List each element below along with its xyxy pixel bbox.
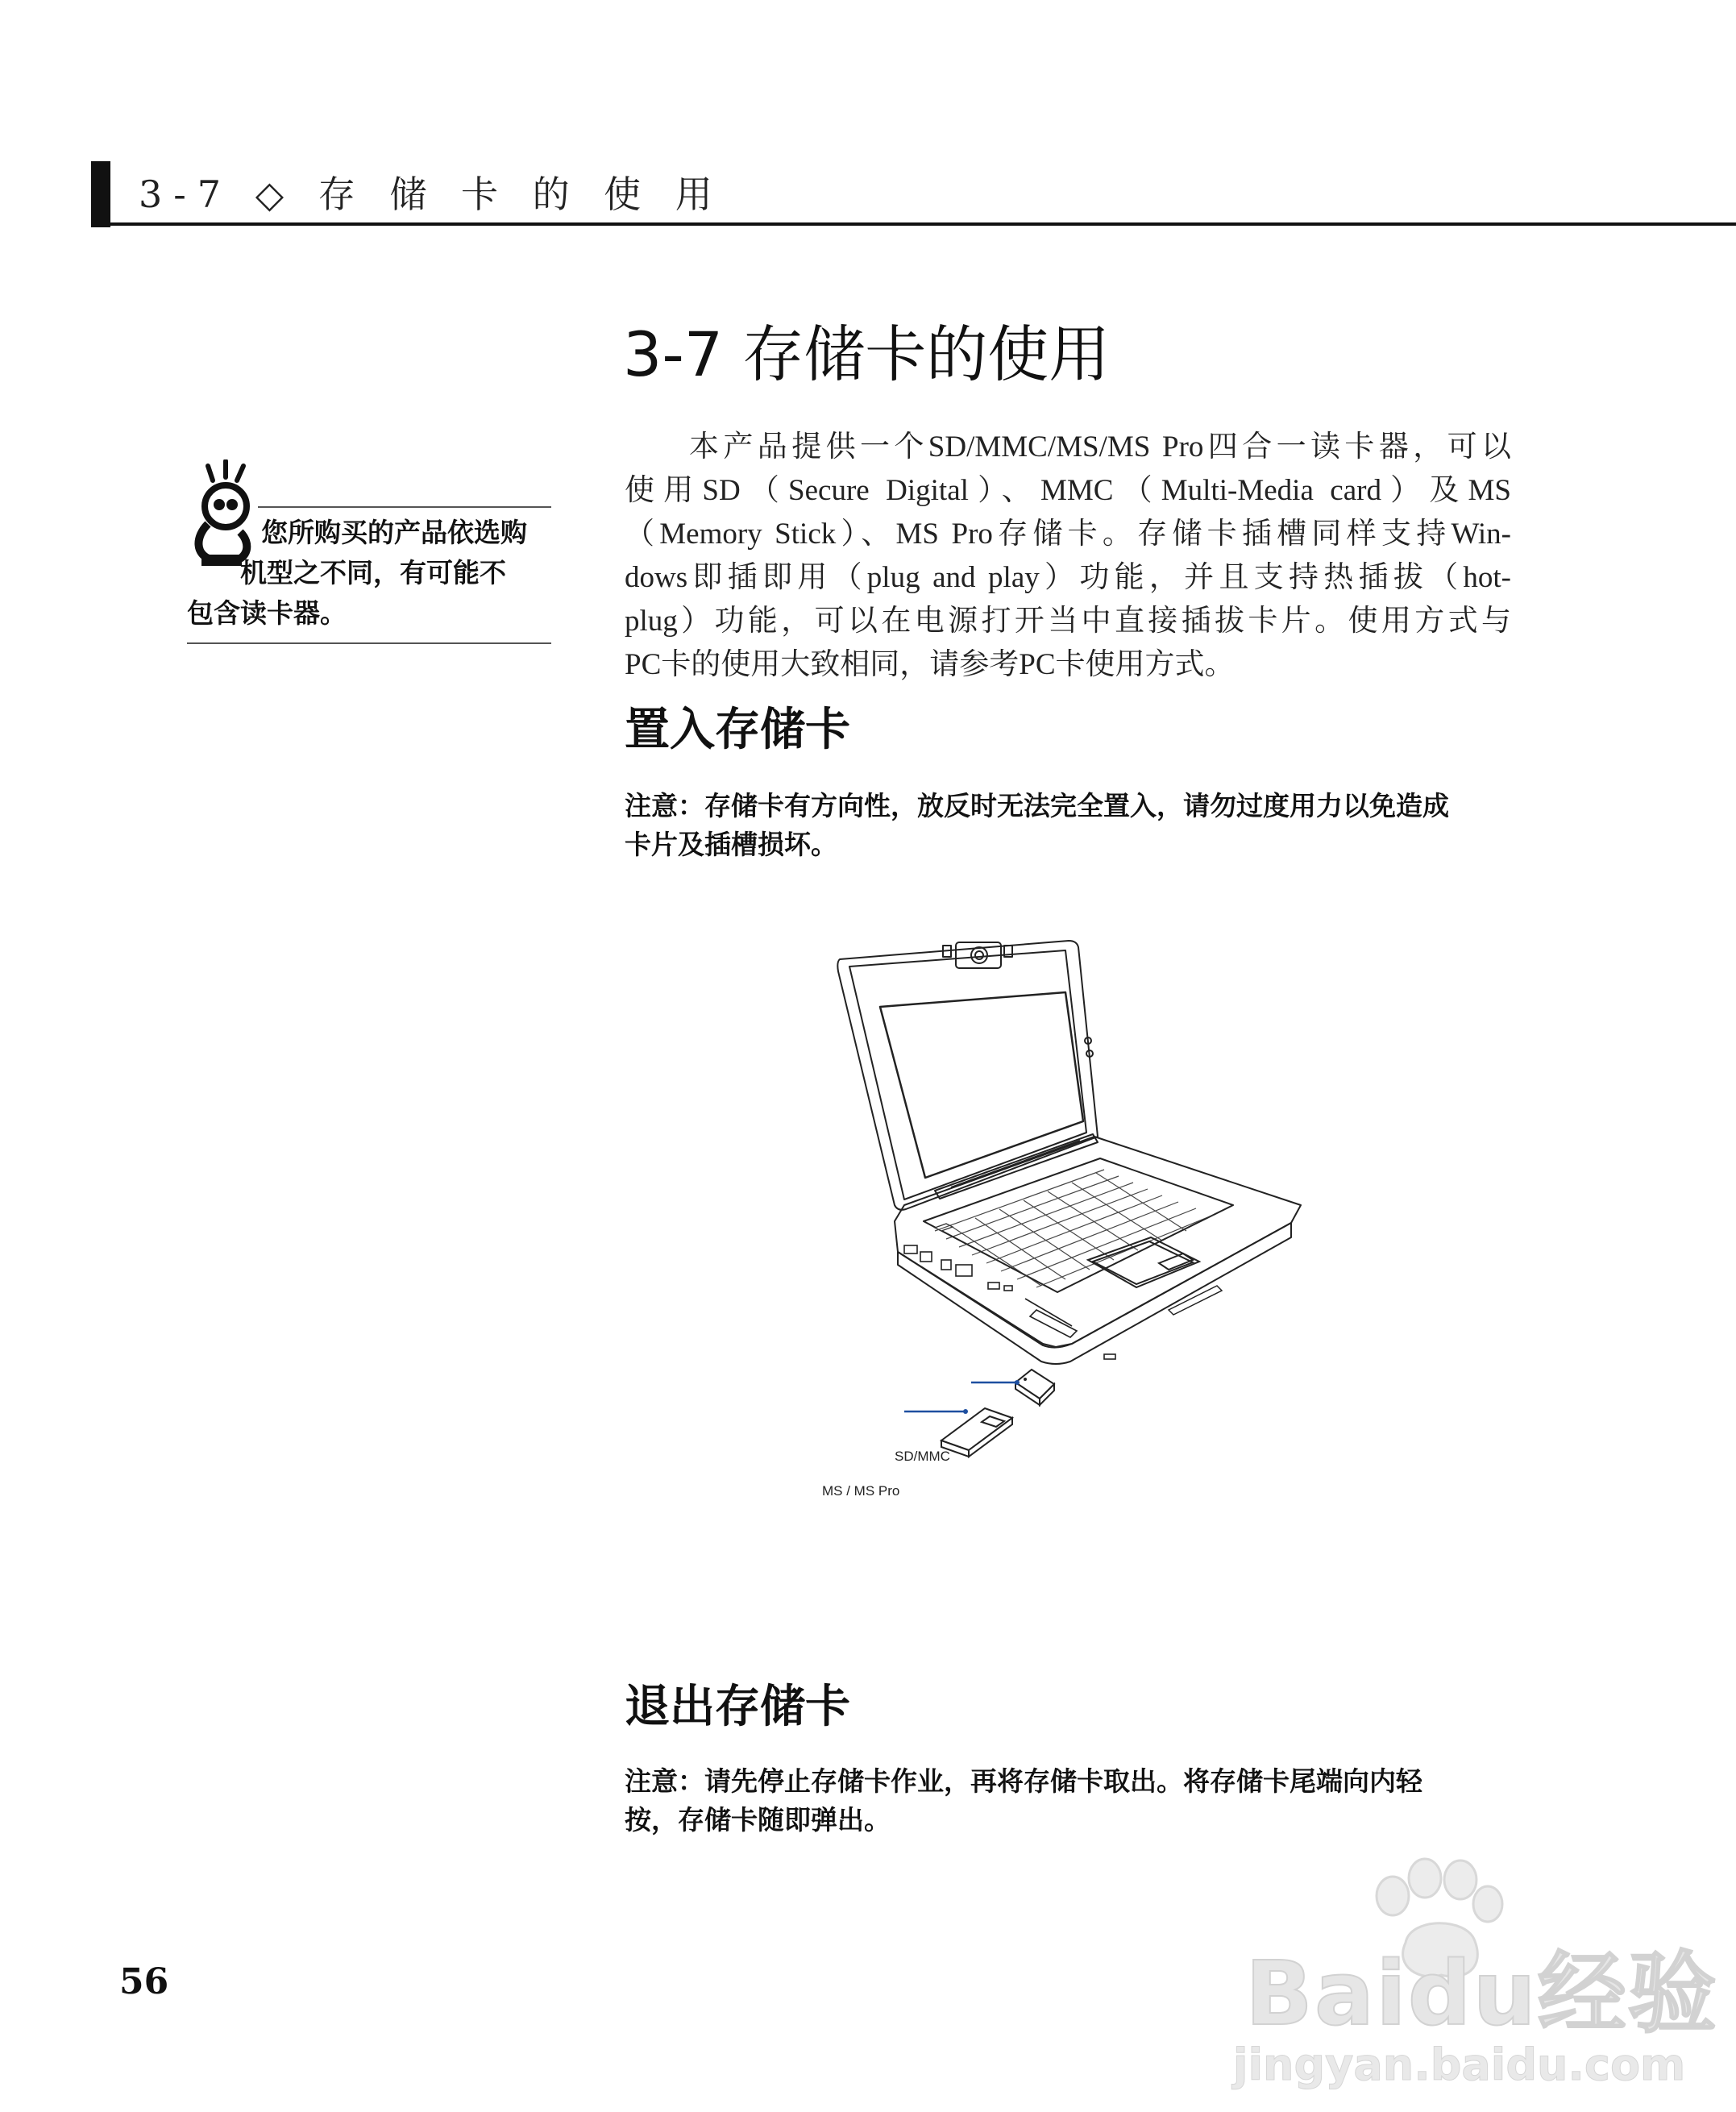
ms-pro-label: MS / MS Pro xyxy=(822,1483,900,1499)
side-note-line: 您所购买的产品依选购 xyxy=(261,517,527,548)
watermark-brand: Baidu经验 xyxy=(1245,1942,1718,2045)
remove-caution xyxy=(625,1762,1527,1840)
note-rule-top xyxy=(258,506,551,508)
intro-paragraph xyxy=(625,426,1511,687)
page-number: 56 xyxy=(119,1961,169,2002)
caution-line: 卡片及插槽损坏。 xyxy=(625,829,837,860)
insert-caution xyxy=(625,787,1527,864)
note-rule-bottom xyxy=(187,642,551,644)
intro-line: PC卡的使用大致相同，请参考PC卡使用方式。 xyxy=(625,648,1235,681)
caution-line: 注意：请先停止存储卡作业，再将存储卡取出。将存储卡尾端向内轻 xyxy=(625,1765,1422,1797)
intro-line: 使用SD（Secure Digital）、MMC（Multi-Media card）及MS xyxy=(625,474,1511,507)
sd-card-icon xyxy=(1015,1370,1054,1405)
ms-card-icon xyxy=(941,1408,1012,1457)
intro-line: dows即插即用（plug and play）功能，并且支持热插拔（hot- xyxy=(625,561,1511,594)
side-note xyxy=(187,513,558,634)
intro-line: 本产品提供一个SD/MMC/MS/MS Pro四合一读卡器，可以 xyxy=(689,430,1511,464)
intro-line: plug）功能，可以在电源打开当中直接插拔卡片。使用方式与 xyxy=(625,605,1511,638)
running-header: 3-7 ◇ 存 储 卡 的 使 用 xyxy=(139,173,724,216)
intro-line: （Memory Stick）、MS Pro存储卡。存储卡插槽同样支持Win- xyxy=(625,518,1511,551)
side-note-line: 机型之不同，有可能不 xyxy=(240,557,506,588)
header-rule xyxy=(91,222,1736,226)
caution-line: 注意：存储卡有方向性，放反时无法完全置入，请勿过度用力以免造成 xyxy=(625,790,1449,821)
page-title: 3-7 存储卡的使用 xyxy=(623,318,1111,390)
watermark-url: jingyan.baidu.com xyxy=(1233,2039,1686,2090)
side-note-line: 包含读卡器。 xyxy=(187,597,347,629)
caution-line: 按，存储卡随即弹出。 xyxy=(625,1804,891,1836)
insert-heading: 置入存储卡 xyxy=(625,703,850,756)
header-bar xyxy=(91,161,110,227)
remove-heading: 退出存储卡 xyxy=(625,1680,850,1733)
sd-mmc-label: SD/MMC xyxy=(895,1449,950,1464)
